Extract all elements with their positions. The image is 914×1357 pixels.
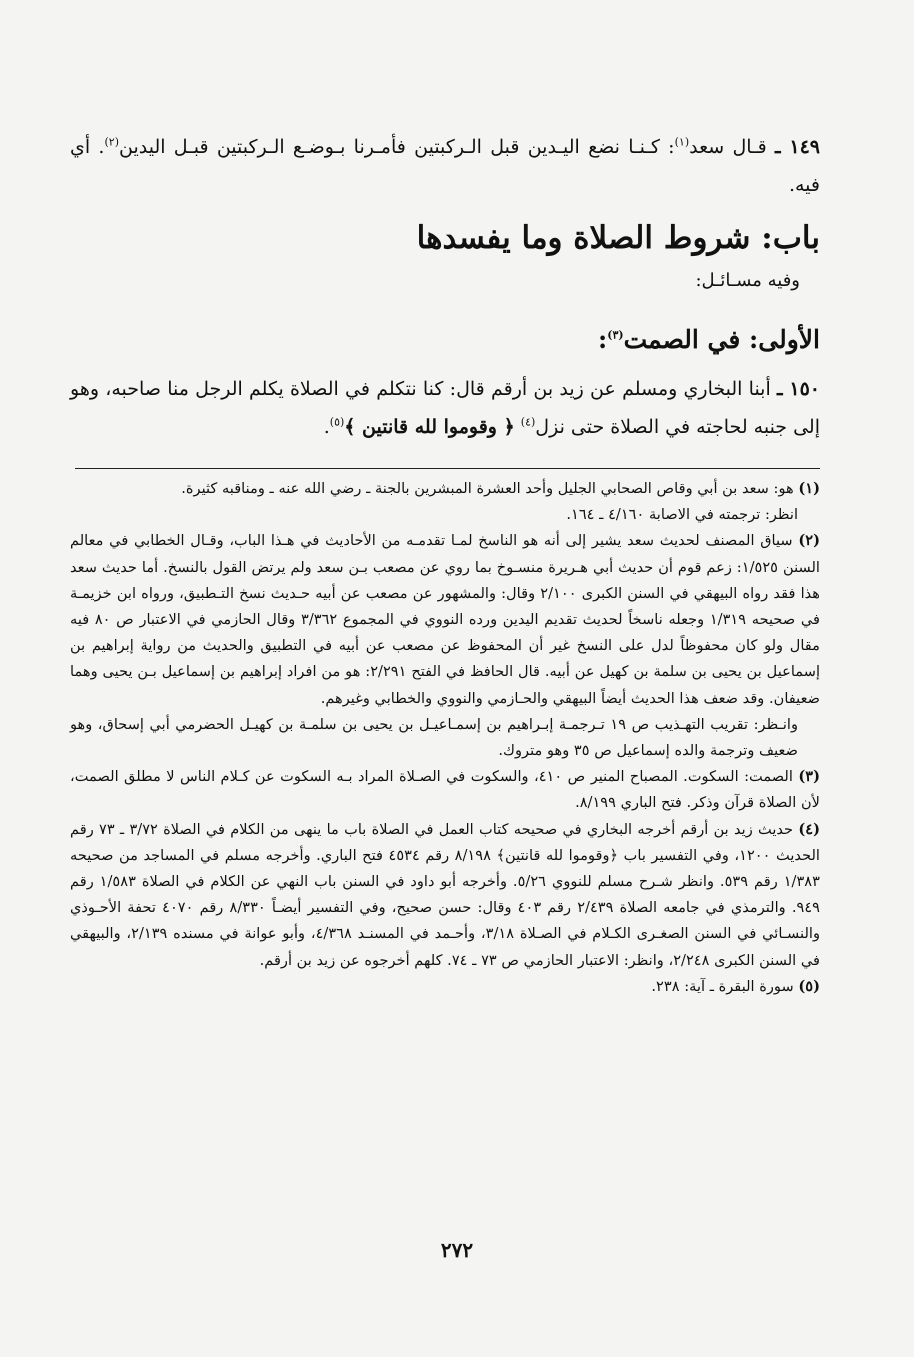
hadith-text: . [323, 416, 330, 438]
hadith-number: ١٤٩ ـ [774, 136, 821, 158]
hadith-text: . أي فيه. [70, 136, 820, 196]
hadith-text: : كـنـا نضع اليـدين قبل الـركبتين فأمـرنا بـوضـع الـركبتين قبـل اليدين [118, 136, 675, 158]
section-title [70, 320, 820, 360]
footnote-ref[interactable]: (٥) [329, 415, 345, 429]
footnote-text: هو: سعد بن أبي وقاص الصحابي الجليل وأحد العشرة المبشرين بالجنة ـ رضي الله عنه ـ ومناقبه كثيرة. [181, 480, 794, 497]
footnote-mark: (٢) [798, 532, 820, 550]
footnote-text: حديث زيد بن أرقم أخرجه البخاري في صحيحه كتاب العمل في الصلاة باب ما ينهى من الكلام في الصلاة ٣/٧٢ ـ ٧٣ رقم الحديث ١٢٠٠، وفي التفسير باب ﴿وقوموا لله قانتين﴾ ٨/١٩٨ رقم ٤٥٣٤ فتح الباري. وأخرجه مسلم في المساجد من صحيحه ١/٣٨٣ رقم ٥٣٩. وانظر شـرح مسلم للنووي ٥/٢٦. وأخرجه أبو داود في السنن باب النهي عن الكلام في الصلاة ١/٥٨٣ رقم ٩٤٩. والترمذي في جامعه الصلاة ٢/٤٣٩ رقم ٤٠٣ وقال: حسن صحيح، وفي التفسير أيضـاً ٨/٣٣٠ رقم ٤٠٧٠ تحفة الأحـوذي والنسـائي في السنن الصغـرى الكـلام في الصـلاة ٣/١٨، وأحـمد في المسنـد ٤/٣٦٨، وأبو عوانة في مسنده ٢/١٣٩، والبيهقي في السنن الكبرى ٢/٢٤٨، وانظر: الاعتبار الحازمي ص ٧٣ ـ ٧٤. كلهم أخرجوه عن زيد بن أرقم. [70, 820, 821, 969]
footnote-5 [70, 974, 820, 1000]
quran-verse: ﴿ وقوموا لله قانتين ﴾ [344, 416, 515, 438]
footnote-ref[interactable]: (٤) [520, 415, 536, 429]
footnote-4 [70, 817, 820, 974]
footnote-mark: (٣) [798, 768, 821, 786]
footnote-2 [70, 528, 820, 711]
hadith-150 [70, 370, 820, 446]
hadith-text: قـال سعد [689, 136, 767, 158]
footnote-mark: (٥) [798, 977, 820, 995]
footnote-mark: (١) [798, 480, 820, 497]
footnote-2-sub: وانـظر: تقريب التهـذيب ص ١٩ تـرجمـة إبـراهيم بن إسمـاعيـل بن يحيى بن سلمـة بن كهيـل الحضرمي أبي إسحاق، وهو ضعيف وترجمة والده إسماعيل ص ٣٥ وهو متروك. [70, 715, 798, 760]
footnote-mark: (٤) [798, 820, 820, 838]
footnote-1 [70, 476, 820, 502]
page-number: ٢٧٢ [440, 1238, 474, 1262]
chapter-title: باب: شروط الصلاة وما يفسدها [416, 220, 820, 256]
footnote-3 [70, 764, 820, 816]
footnote-1-sub: انظر: ترجمته في الاصابة ٤/١٦٠ ـ ١٦٤. [566, 506, 798, 524]
footnote-ref[interactable]: (٣) [607, 328, 624, 342]
footnote-text: سورة البقرة ـ آية: ٢٣٨. [651, 977, 794, 995]
footnote-text: سياق المصنف لحديث سعد يشير إلى أنه هو الناسخ لمـا تقدمـه من الأحاديث في هـذا الباب، وقـال الخطابي في معالم السنن ١/٥٢٥: زعم قوم أن حديث أبي هـريرة منسـوخ بما روي عن مصعب بـن سعد ولم يرتض القول بالنسخ. أما حديث سعد هذا فقد رواه البيهقي في السنن الكبرى ٢/١٠٠ وقال: والمشهور عن مصعب عن أبيه حـديث نسخ التـطبيق، ورواه ابن خزيمـة في صحيحه ١/٣١٩ وجعله ناسخاً لحديث تقديم اليدين ورده النووي في المجموع ٣/٣٦٢ وقال الحازمي في الاعتبار ص ٨٠ فيه مقال ولو كان محفوظاً لدل على النسخ غير أن المحفوظ عن مصعب عن أبيه في التطبيق والحديث من رواية إبراهيم بن إسماعيل بن يحيى بن سلمة بن كهيل عن أبيه. قال الحافظ في الفتح ٢/٢٩١: هو من افراد إبراهيم بن إسماعيل بـن يحيى وهما ضعيفان. وقد ضعف هذا الحديث أيضاً البيهقي والحـازمي والنووي والخطابي وغيرهم. [70, 532, 820, 707]
section-title-text: الأولى: في الصمت [623, 325, 820, 354]
hadith-number: ١٥٠ ـ [777, 378, 820, 400]
footnote-text: الصمت: السكوت. المصباح المنير ص ٤١٠، والسكوت في الصـلاة المراد بـه السكوت عن كـلام الناس لا مطلق الصمت، لأن الصلاة قرآن وذكر. فتح الباري ٨/١٩٩. [70, 768, 820, 812]
section-title-colon: : [598, 325, 608, 354]
footnotes [70, 476, 820, 1000]
footnote-separator [75, 468, 820, 469]
hadith-149 [70, 128, 820, 204]
chapter-subtitle: وفيه مسـائـل: [695, 270, 800, 291]
hadith-text: أبنا البخاري ومسلم عن زيد بن أرقم قال: كنا نتكلم في الصلاة يكلم الرجل منا صاحبه، وهو إلى جنبه لحاجته في الصلاة حتى نزل [70, 378, 820, 438]
footnote-ref[interactable]: (١) [674, 135, 690, 149]
footnote-ref[interactable]: (٢) [104, 135, 119, 149]
